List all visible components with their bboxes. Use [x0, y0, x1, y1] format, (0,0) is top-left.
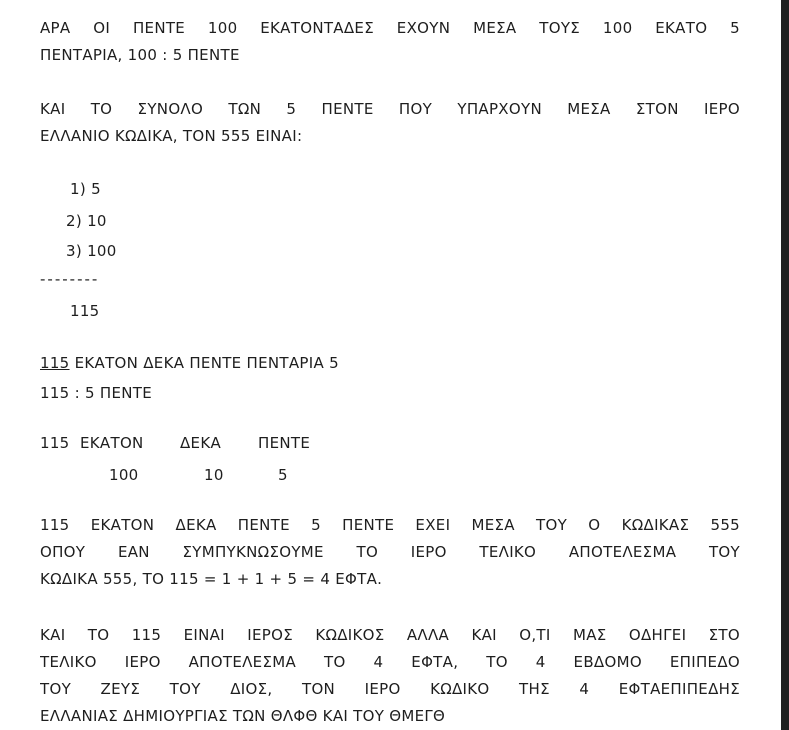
list-item-1: 1) 5	[70, 180, 101, 198]
paragraph-3-text: ΕΚΑΤΟΝ ΔΕΚΑ ΠΕΝΤΕ ΠΕΝΤΑΡΙΑ 5	[69, 354, 339, 372]
breakdown-label-ten: ΔΕΚΑ	[180, 434, 222, 452]
paragraph-1-line-1: ΑΡΑ ΟΙ ΠΕΝΤΕ 100 ΕΚΑΤΟΝΤΑΔΕΣ ΕΧΟΥΝ ΜΕΣΑ ΤΟΥΣ 100 ΕΚΑΤΟ 5	[40, 19, 740, 37]
breakdown-label-five: ΠΕΝΤΕ	[258, 434, 311, 452]
scrollbar-track[interactable]	[781, 0, 789, 730]
breakdown-value-hundred: 100	[109, 466, 139, 484]
breakdown-label-hundred: ΕΚΑΤΟΝ	[80, 434, 144, 452]
paragraph-3-line-1	[40, 354, 339, 372]
breakdown-value-ten: 10	[204, 466, 224, 484]
paragraph-5-line-1: ΚΑΙ ΤΟ 115 ΕΙΝΑΙ ΙΕΡΟΣ ΚΩΔΙΚΟΣ ΑΛΛΑ ΚΑΙ Ο,ΤΙ ΜΑΣ ΟΔΗΓΕΙ ΣΤΟ	[40, 626, 740, 644]
paragraph-1-line-2: ΠΕΝΤΑΡΙΑ, 100 : 5 ΠΕΝΤΕ	[40, 46, 240, 64]
paragraph-2-line-1: ΚΑΙ ΤΟ ΣΥΝΟΛΟ ΤΩΝ 5 ΠΕΝΤΕ ΠΟΥ ΥΠΑΡΧΟΥΝ ΜΕΣΑ ΣΤΟΝ ΙΕΡΟ	[40, 100, 740, 118]
paragraph-5-line-3: ΤΟΥ ΖΕΥΣ ΤΟΥ ΔΙΟΣ, ΤΟΝ ΙΕΡΟ ΚΩΔΙΚΟ ΤΗΣ 4 ΕΦΤΑΕΠΙΠΕΔΗΣ	[40, 680, 740, 698]
paragraph-3-line-2: 115 : 5 ΠΕΝΤΕ	[40, 384, 153, 402]
paragraph-2	[40, 96, 740, 150]
underlined-number: 115	[40, 354, 70, 372]
paragraph-5-line-4: ΕΛΛΑΝΙΑΣ ΔΗΜΙΟΥΡΓΙΑΣ ΤΩΝ ΘΛΦΘ ΚΑΙ ΤΟΥ ΘΜΕΓΘ	[40, 707, 446, 725]
breakdown-label-number: 115	[40, 434, 70, 452]
paragraph-5	[40, 622, 740, 730]
sum-result: 115	[70, 302, 100, 320]
document-page	[40, 0, 740, 730]
paragraph-1	[40, 15, 740, 69]
paragraph-4-line-2: ΟΠΟΥ ΕΑΝ ΣΥΜΠΥΚΝΩΣΟΥΜΕ ΤΟ ΙΕΡΟ ΤΕΛΙΚΟ ΑΠΟΤΕΛΕΣΜΑ ΤΟΥ	[40, 543, 740, 561]
breakdown-value-five: 5	[278, 466, 288, 484]
paragraph-2-line-2: ΕΛΛΑΝΙΟ ΚΩΔΙΚΑ, ΤΟΝ 555 ΕΙΝΑΙ:	[40, 127, 303, 145]
paragraph-4-line-3: ΚΩΔΙΚΑ 555, ΤΟ 115 = 1 + 1 + 5 = 4 ΕΦΤΑ.	[40, 570, 383, 588]
list-item-2: 2) 10	[66, 212, 107, 230]
sum-divider: --------	[40, 270, 100, 288]
paragraph-5-line-2: ΤΕΛΙΚΟ ΙΕΡΟ ΑΠΟΤΕΛΕΣΜΑ ΤΟ 4 ΕΦΤΑ, ΤΟ 4 ΕΒΔΟΜΟ ΕΠΙΠΕΔΟ	[40, 653, 740, 671]
list-item-3: 3) 100	[66, 242, 117, 260]
paragraph-4	[40, 512, 740, 593]
paragraph-4-line-1: 115 ΕΚΑΤΟΝ ΔΕΚΑ ΠΕΝΤΕ 5 ΠΕΝΤΕ ΕΧΕΙ ΜΕΣΑ ΤΟΥ Ο ΚΩΔΙΚΑΣ 555	[40, 516, 740, 534]
